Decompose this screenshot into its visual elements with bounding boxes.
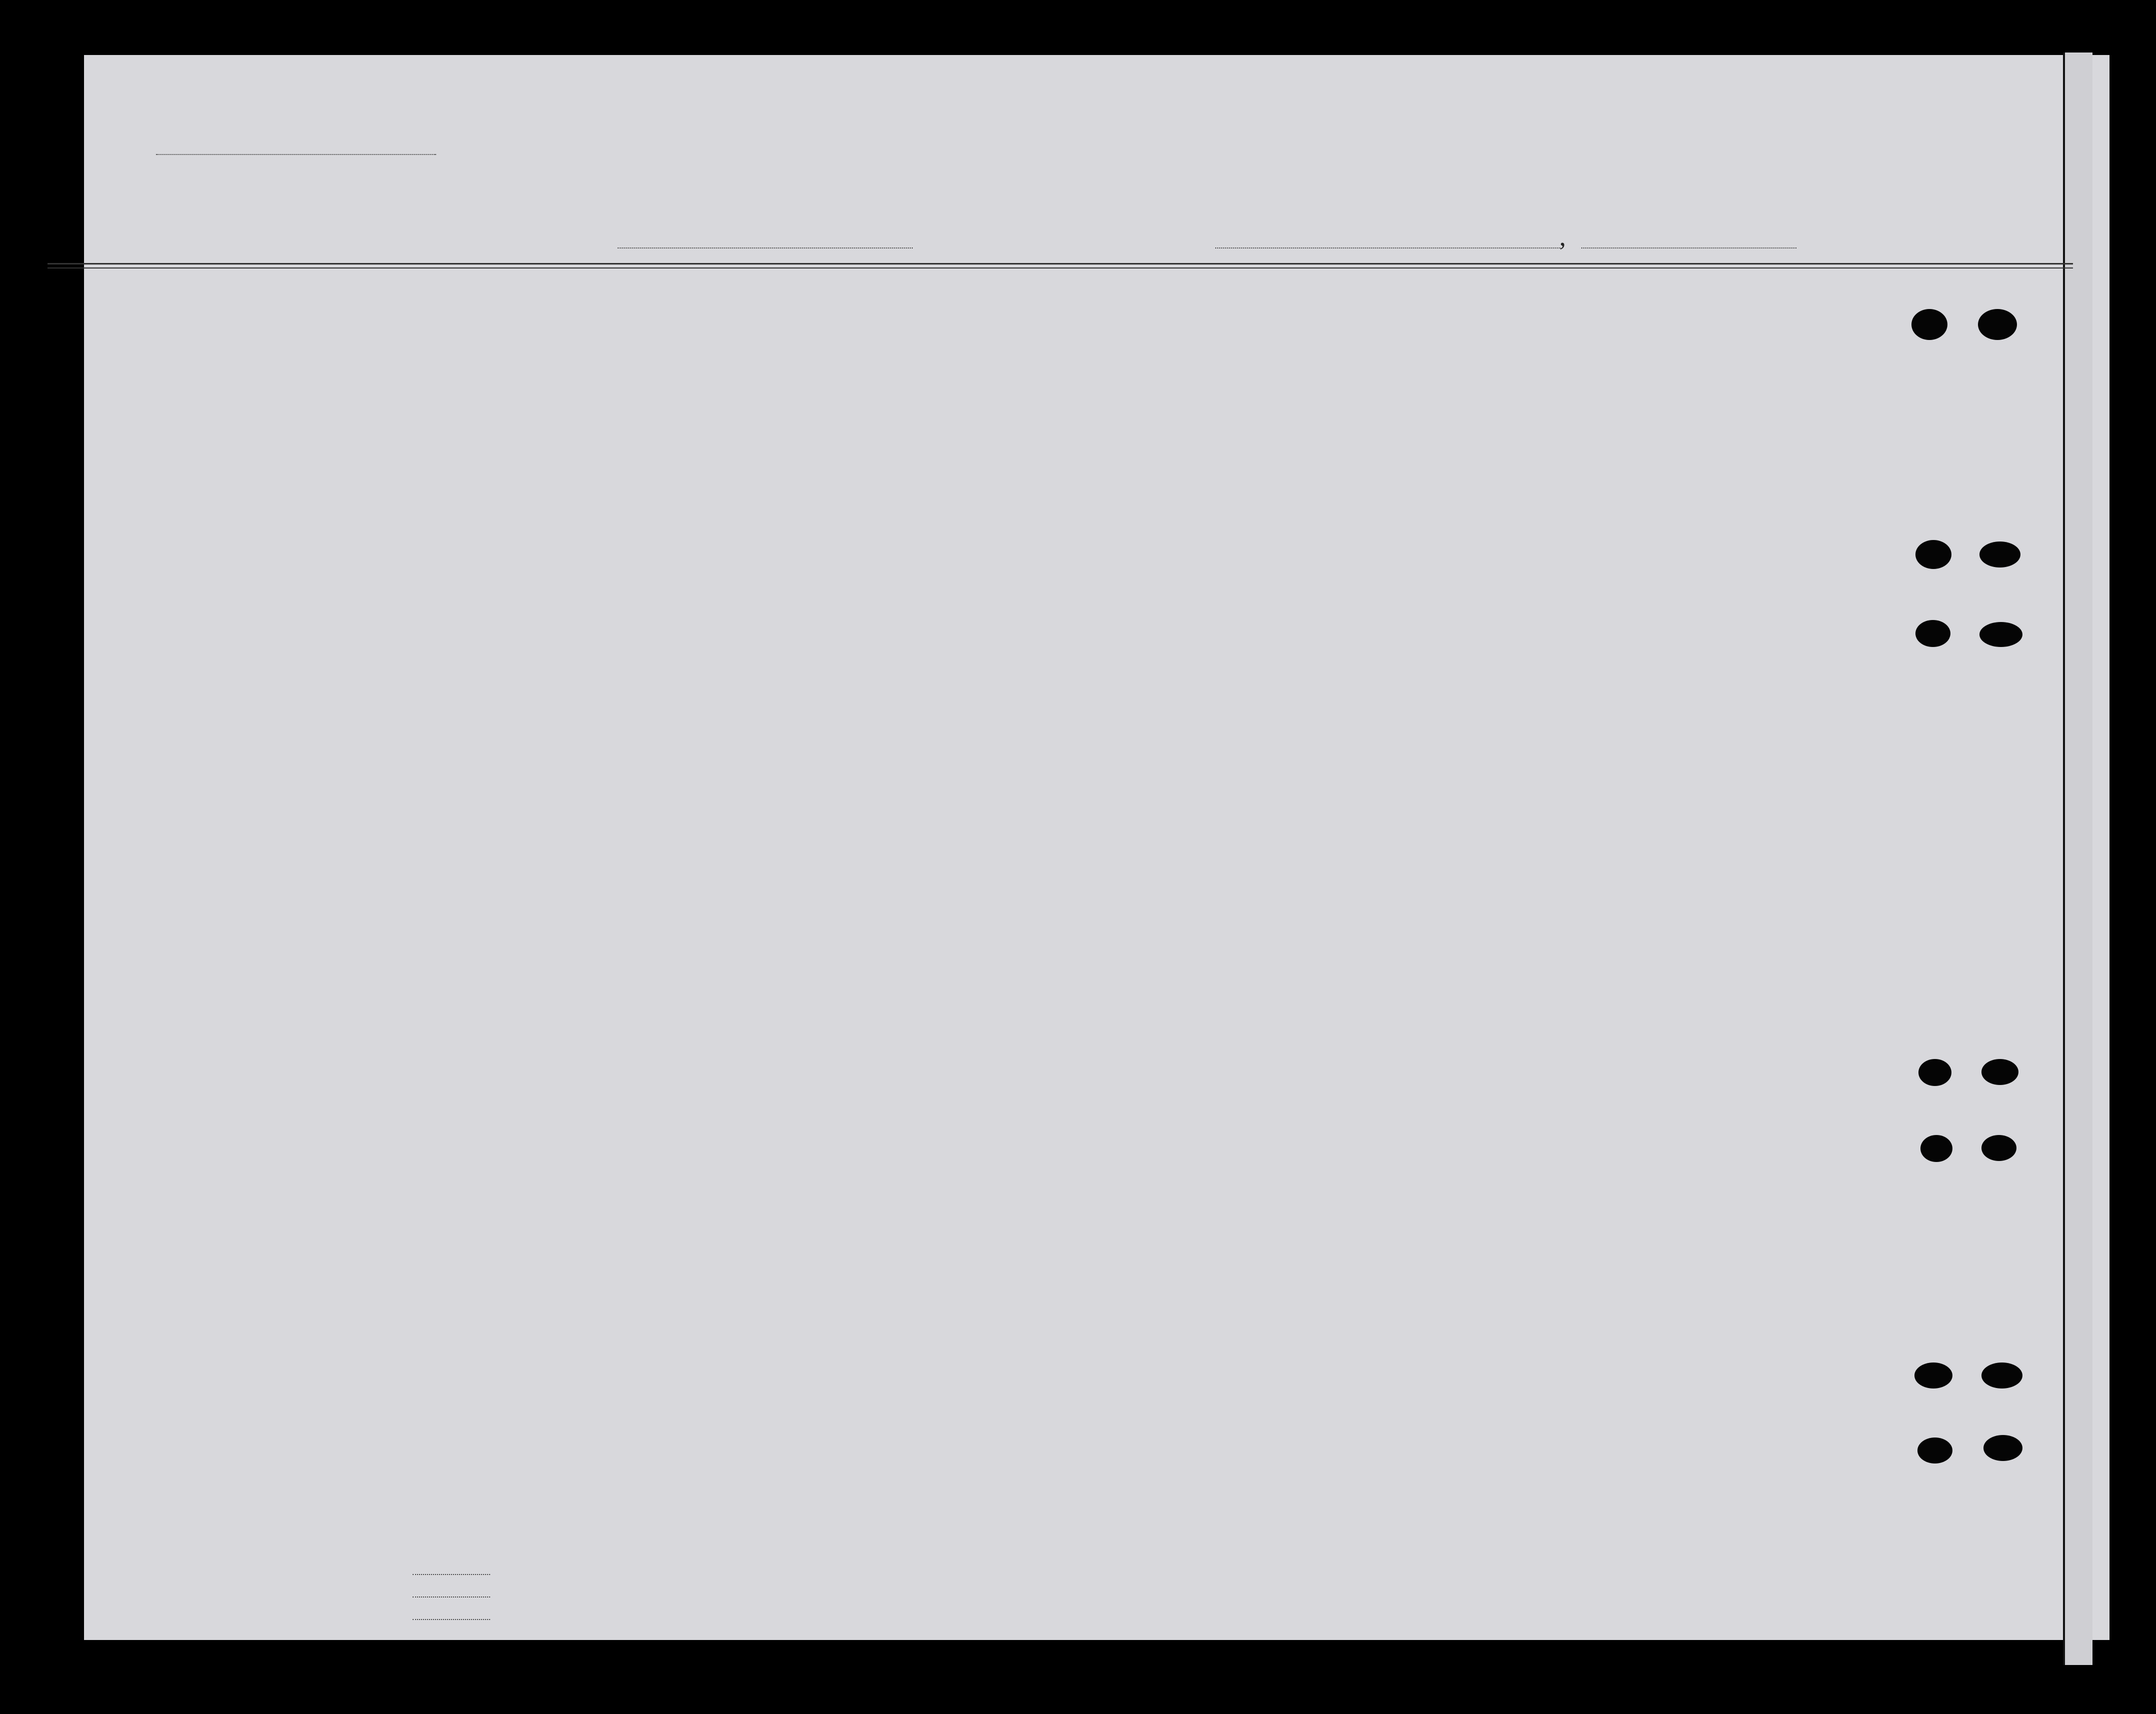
total-passengers-line bbox=[413, 1574, 490, 1575]
comma: , bbox=[1559, 223, 1566, 252]
us-citizens-line bbox=[413, 1596, 490, 1598]
punch-hole bbox=[1981, 1362, 2022, 1388]
aliens-line bbox=[413, 1619, 490, 1620]
punch-hole bbox=[1981, 1135, 2016, 1161]
punch-hole bbox=[1981, 1059, 2018, 1085]
punch-hole bbox=[1920, 1135, 1952, 1162]
punch-hole bbox=[1911, 309, 1947, 340]
punch-hole bbox=[1978, 309, 2017, 340]
punch-hole bbox=[1914, 1362, 1952, 1388]
punch-hole bbox=[1918, 1059, 1951, 1086]
punch-hole bbox=[1983, 1435, 2022, 1461]
punch-hole bbox=[1979, 542, 2020, 568]
punch-hole bbox=[1915, 620, 1950, 647]
punch-hole bbox=[1979, 622, 2022, 647]
punch-hole bbox=[1917, 1438, 1952, 1464]
punch-hole bbox=[1915, 540, 1951, 569]
